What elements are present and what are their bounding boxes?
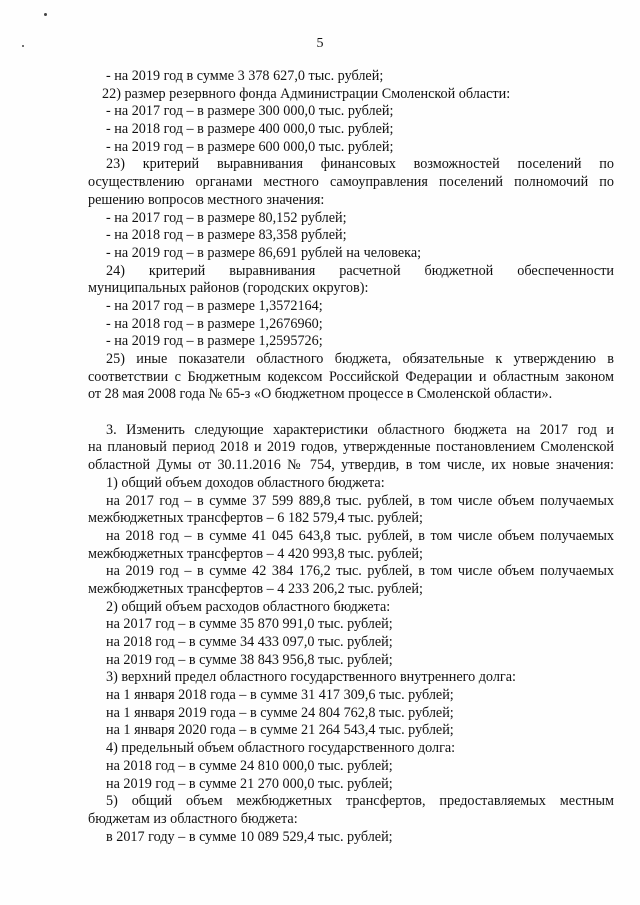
text-line: на 2017 год – в сумме 35 870 991,0 тыс. рублей;	[106, 616, 393, 633]
text-line: 22) размер резервного фонда Администрации Смоленской области:	[102, 85, 511, 102]
text-line: - на 2018 год – в размере 1,2676960;	[106, 315, 323, 332]
page-number: 5	[316, 36, 324, 51]
text-line: на 2018 год – в сумме 24 810 000,0 тыс. рублей;	[106, 757, 393, 774]
text-line: 2) общий объем расходов областного бюджета:	[106, 598, 391, 615]
text-line: на 2017 год – в сумме 37 599 889,8 тыс. рублей, в том числе объем получаемых	[106, 492, 614, 509]
text-line: 23) критерий выравнивания финансовых возможностей поселений по	[106, 156, 614, 173]
text-line: - на 2018 год – в размере 83,358 рублей;	[106, 227, 347, 244]
text-line: на 2019 год – в сумме 38 843 956,8 тыс. рублей;	[106, 651, 393, 668]
text-line: на 2018 год – в сумме 41 045 643,8 тыс. рублей, в том числе объем получаемых	[106, 527, 614, 544]
text-line: соответствии с Бюджетным кодексом Российской Федерации и областным законом	[88, 368, 614, 385]
text-line: межбюджетных трансфертов – 6 182 579,4 тыс. рублей;	[88, 510, 423, 527]
text-line: - на 2017 год – в размере 1,3572164;	[106, 297, 323, 314]
text-line: 3) верхний предел областного государственного внутреннего долга:	[106, 669, 516, 686]
text-line: решению вопросов местного значения:	[88, 191, 325, 208]
text-line: 1) общий объем доходов областного бюджета:	[106, 474, 385, 491]
text-line: 5) общий объем межбюджетных трансфертов, предоставляемых местным	[106, 793, 614, 810]
text-line: межбюджетных трансфертов – 4 233 206,2 тыс. рублей;	[88, 580, 423, 597]
text-line: - на 2017 год – в размере 300 000,0 тыс. рублей;	[106, 103, 394, 120]
text-line: осуществлению органами местного самоуправления поселений полномочий по	[88, 174, 614, 191]
text-line: в 2017 году – в сумме 10 089 529,4 тыс. рублей;	[106, 828, 393, 845]
text-line: от 28 мая 2008 года № 65-з «О бюджетном процессе в Смоленской области».	[88, 386, 553, 403]
text-line: на 1 января 2018 года – в сумме 31 417 309,6 тыс. рублей;	[106, 687, 454, 704]
text-line: 3. Изменить следующие характеристики областного бюджета на 2017 год и	[106, 421, 614, 438]
text-line: - на 2019 год – в размере 1,2595726;	[106, 333, 323, 350]
text-line: - на 2018 год – в размере 400 000,0 тыс. рублей;	[106, 121, 394, 138]
text-line: на 2019 год – в сумме 21 270 000,0 тыс. рублей;	[106, 775, 393, 792]
text-line: 25) иные показатели областного бюджета, обязательные к утверждению в	[106, 351, 614, 367]
text-line: на 2019 год – в сумме 42 384 176,2 тыс. рублей, в том числе объем получаемых	[106, 563, 614, 580]
text-line: - на 2019 год в сумме 3 378 627,0 тыс. рублей;	[106, 68, 384, 84]
document-body	[88, 68, 614, 846]
scan-speck	[44, 13, 47, 16]
blank-line	[88, 404, 614, 422]
text-line: муниципальных районов (городских округов):	[88, 280, 369, 297]
text-line: бюджетам из областного бюджета:	[88, 810, 298, 827]
text-line: - на 2017 год – в размере 80,152 рублей;	[106, 209, 347, 226]
text-line: на 1 января 2019 года – в сумме 24 804 762,8 тыс. рублей;	[106, 704, 454, 721]
text-line: межбюджетных трансфертов – 4 420 993,8 тыс. рублей;	[88, 545, 423, 562]
text-line: 24) критерий выравнивания расчетной бюджетной обеспеченности	[106, 262, 614, 279]
text-line: 4) предельный объем областного государственного долга:	[106, 740, 456, 757]
text-line: областной Думы от 30.11.2016 № 754, утвердив, в том числе, их новые значения:	[88, 457, 614, 474]
text-line: на 1 января 2020 года – в сумме 21 264 543,4 тыс. рублей;	[106, 722, 454, 739]
text-line: на 2018 год – в сумме 34 433 097,0 тыс. рублей;	[106, 634, 393, 650]
text-line: на плановый период 2018 и 2019 годов, утвержденные постановлением Смоленской	[88, 439, 614, 456]
text-line: - на 2019 год – в размере 600 000,0 тыс. рублей;	[106, 138, 394, 155]
text-line: - на 2019 год – в размере 86,691 рублей на человека;	[106, 244, 422, 261]
